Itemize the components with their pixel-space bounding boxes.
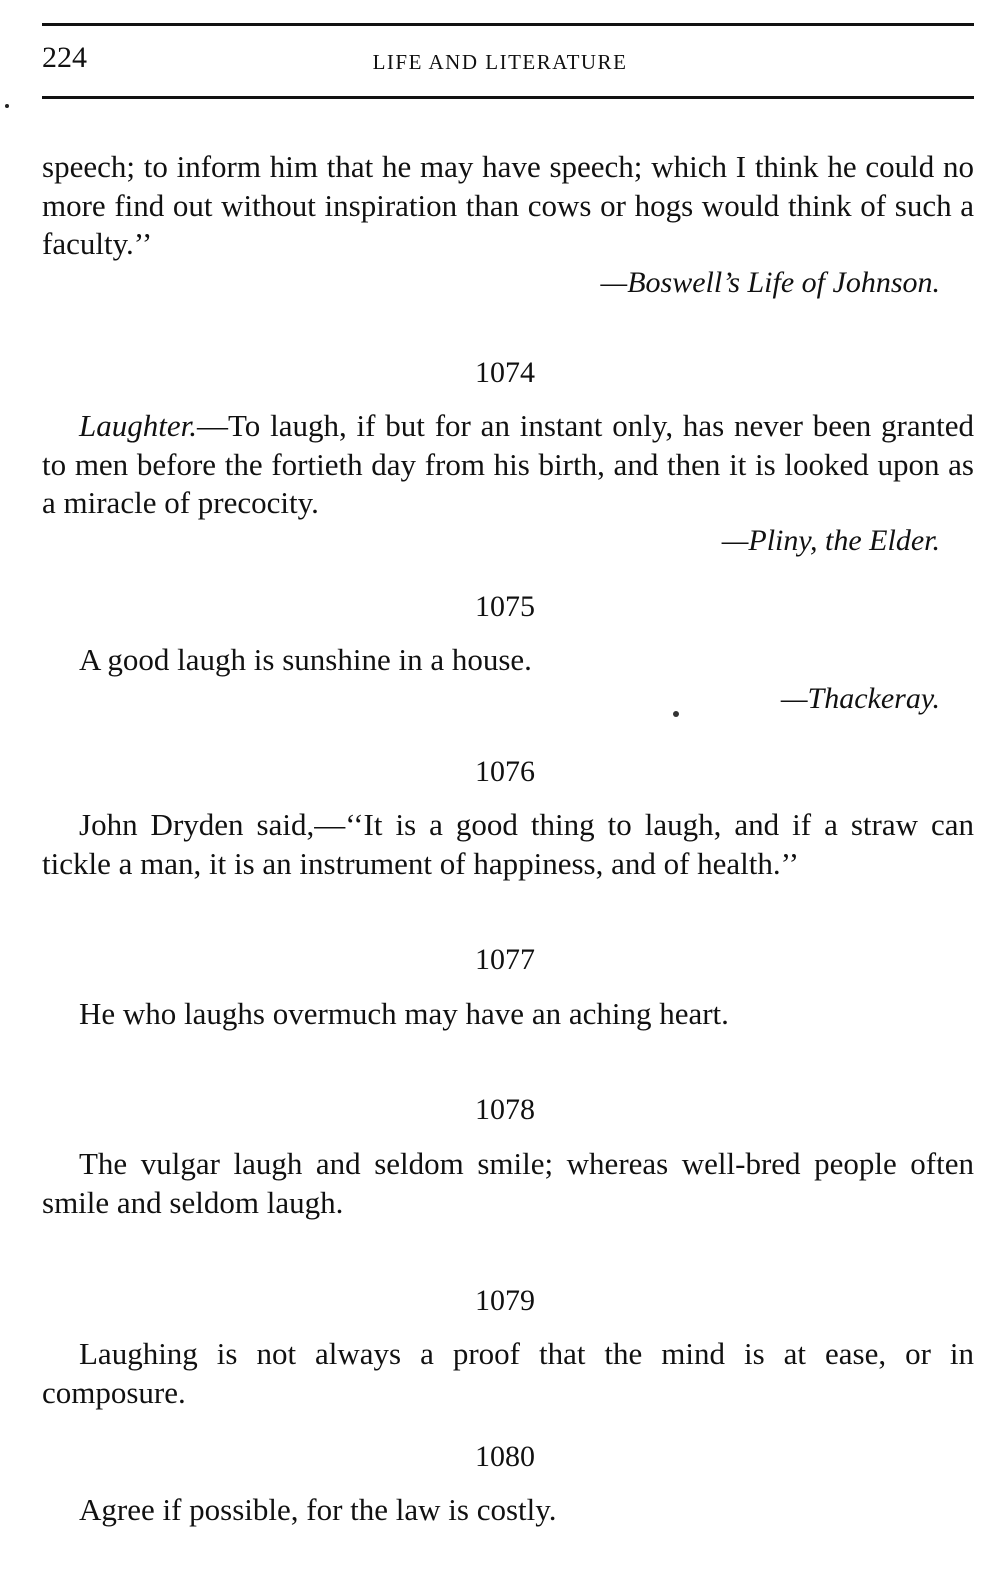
entry-number-1076: 1076 [475,755,535,788]
entry-text-1075: A good laugh is sunshine in a house. [79,642,532,677]
entry-body-1074: —To laugh, if but for an instant only, has never been granted to men before the fortieth day from his birth, and then it is looked upon as a miracle of precocity. [42,408,974,520]
running-title: LIFE AND LITERATURE [372,50,628,74]
entry-text-1079: Laughing is not always a proof that the mind is at ease, or in composure. [42,1336,974,1410]
entry-text-1080: Agree if possible, for the law is costly. [79,1492,557,1527]
print-speck [5,104,9,108]
entry-number-1074: 1074 [475,356,535,389]
header-bottom-rule [42,96,974,99]
entry-number-1080: 1080 [475,1440,535,1473]
continuation-attribution: —Boswell’s Life of Johnson. [600,266,940,299]
entry-number-1075: 1075 [475,590,535,623]
entry-lead-1074: Laughter. [79,408,197,443]
entry-number-1077: 1077 [475,943,535,976]
entry-text-1074 [42,407,974,523]
page-number: 224 [42,41,87,74]
entry-text-1077: He who laughs overmuch may have an aching heart. [79,996,729,1031]
print-speck [673,711,679,717]
entry-number-1078: 1078 [475,1093,535,1126]
continuation-text: speech; to inform him that he may have speech; which I think he could no more find out without inspiration than cows or hogs would think of such a faculty.’’ [42,149,974,261]
entry-text-1078: The vulgar laugh and seldom smile; whereas well-bred people often smile and seldom laugh. [42,1146,974,1220]
entry-number-1079: 1079 [475,1284,535,1317]
entry-attribution-1074: —Pliny, the Elder. [721,524,940,557]
entry-attribution-1075: —Thackeray. [780,682,940,715]
entry-text-1076: John Dryden said,—‘‘It is a good thing to laugh, and if a straw can tickle a man, it is an instrument of happiness, and of health.’’ [42,807,974,881]
header-top-rule [42,23,974,26]
